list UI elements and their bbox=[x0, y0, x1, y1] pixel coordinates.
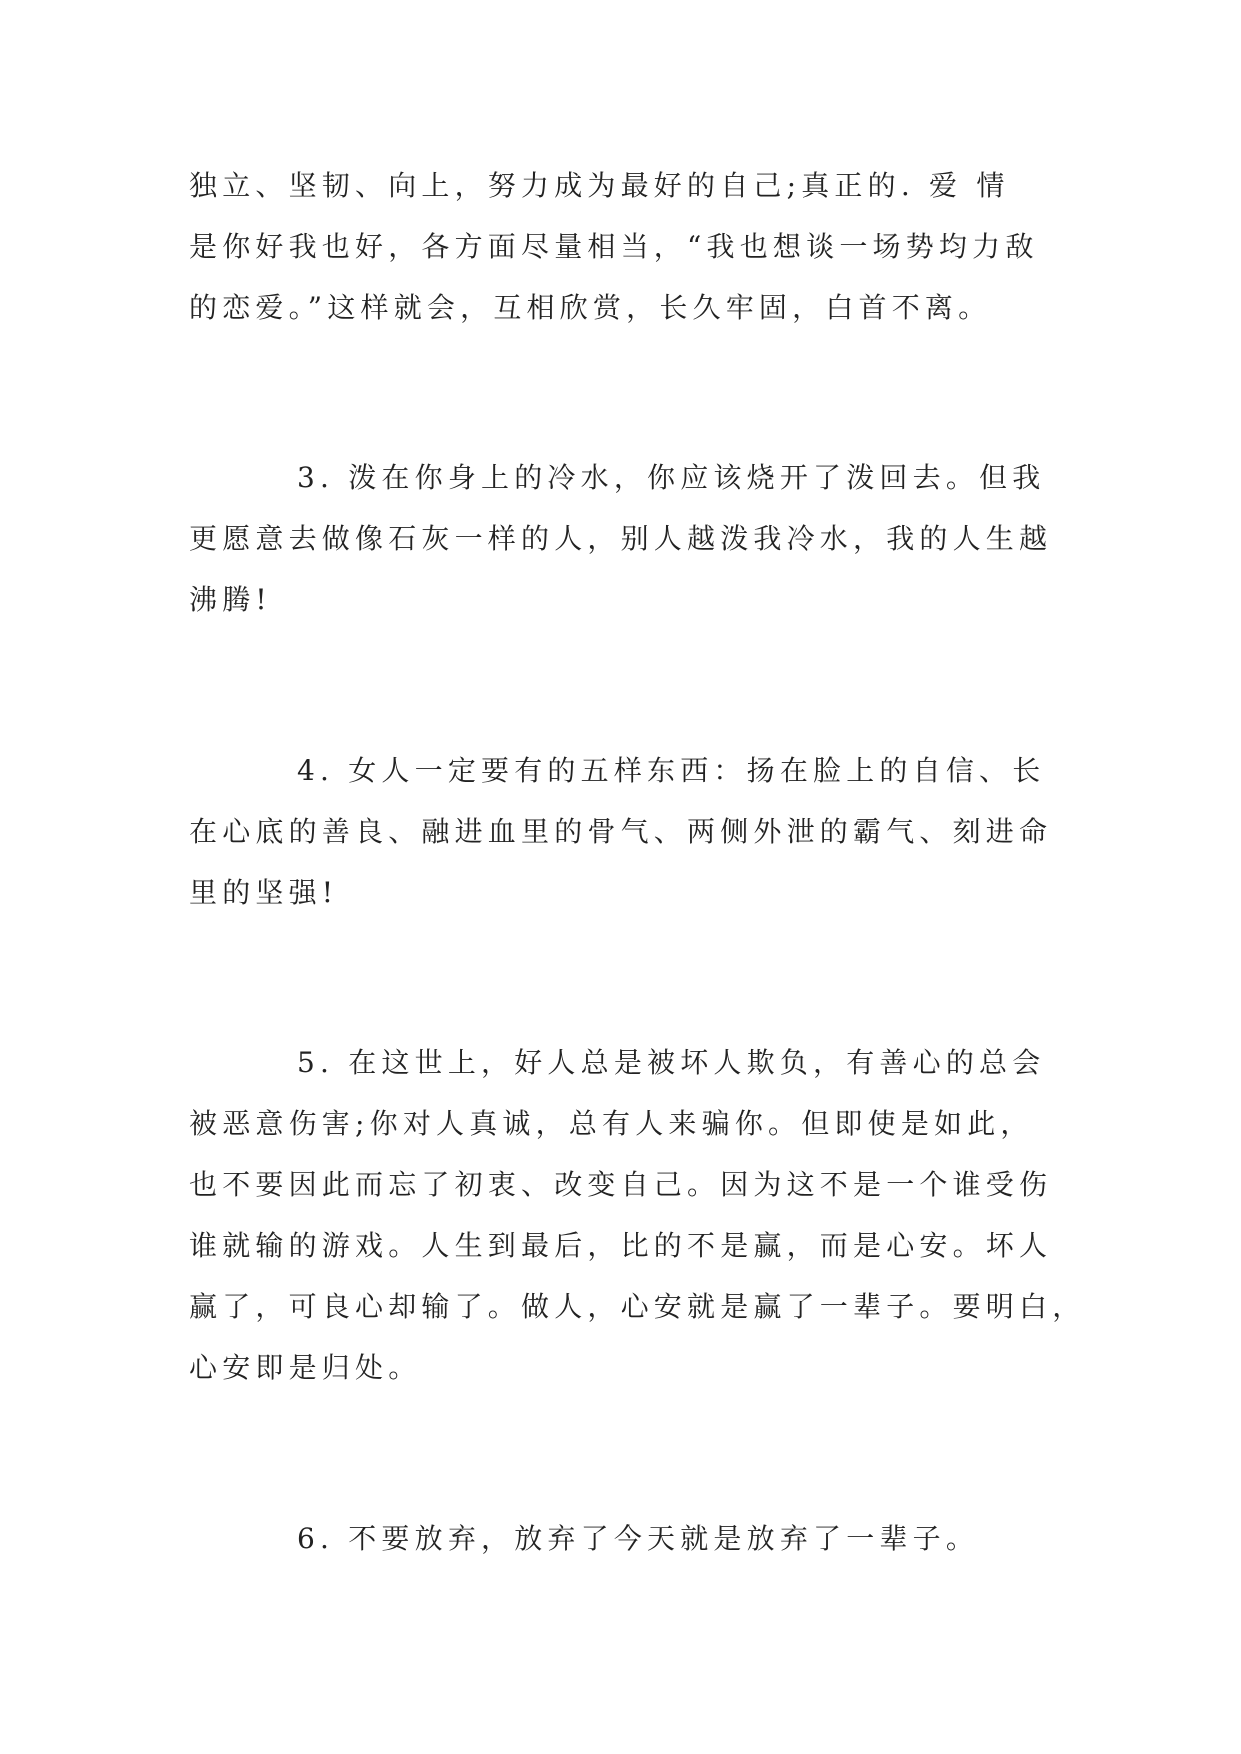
item-3-line-2: 更愿意去做像石灰一样的人，别人越泼我冷水，我的人生越 bbox=[189, 522, 1053, 555]
item-3-line-3: 沸腾! bbox=[189, 583, 272, 616]
item-4-line-2: 在心底的善良、融进血里的骨气、两侧外泄的霸气、刻进命 bbox=[189, 815, 1053, 848]
item-5-line-1: 5. 在这世上，好人总是被坏人欺负，有善心的总会 bbox=[297, 1046, 1046, 1079]
item-3-line-1: 3. 泼在你身上的冷水，你应该烧开了泼回去。但我 bbox=[297, 461, 1046, 494]
item-5-line-3: 也不要因此而忘了初衷、改变自己。因为这不是一个谁受伤 bbox=[189, 1168, 1053, 1201]
paragraph-1-line-2: 是你好我也好，各方面尽量相当，“我也想谈一场势均力敌 bbox=[189, 230, 1039, 263]
paragraph-1-line-3: 的恋爱。”这样就会，互相欣赏，长久牢固，白首不离。 bbox=[189, 291, 992, 324]
item-5-line-5: 赢了，可良心却输了。做人，心安就是赢了一辈子。要明白， bbox=[189, 1290, 1086, 1323]
item-5-line-6: 心安即是归处。 bbox=[189, 1351, 422, 1384]
item-5-line-2: 被恶意伤害;你对人真诚，总有人来骗你。但即使是如此， bbox=[189, 1107, 1034, 1140]
paragraph-1-line-1: 独立、坚韧、向上，努力成为最好的自己;真正的. 爱 情 bbox=[189, 169, 1010, 202]
item-5-line-4: 谁就输的游戏。人生到最后，比的不是赢，而是心安。坏人 bbox=[189, 1229, 1053, 1262]
item-6-line-1: 6. 不要放弃，放弃了今天就是放弃了一辈子。 bbox=[297, 1522, 980, 1555]
item-4-line-1: 4. 女人一定要有的五样东西：扬在脸上的自信、长 bbox=[297, 754, 1046, 787]
item-4-line-3: 里的坚强! bbox=[189, 876, 339, 909]
